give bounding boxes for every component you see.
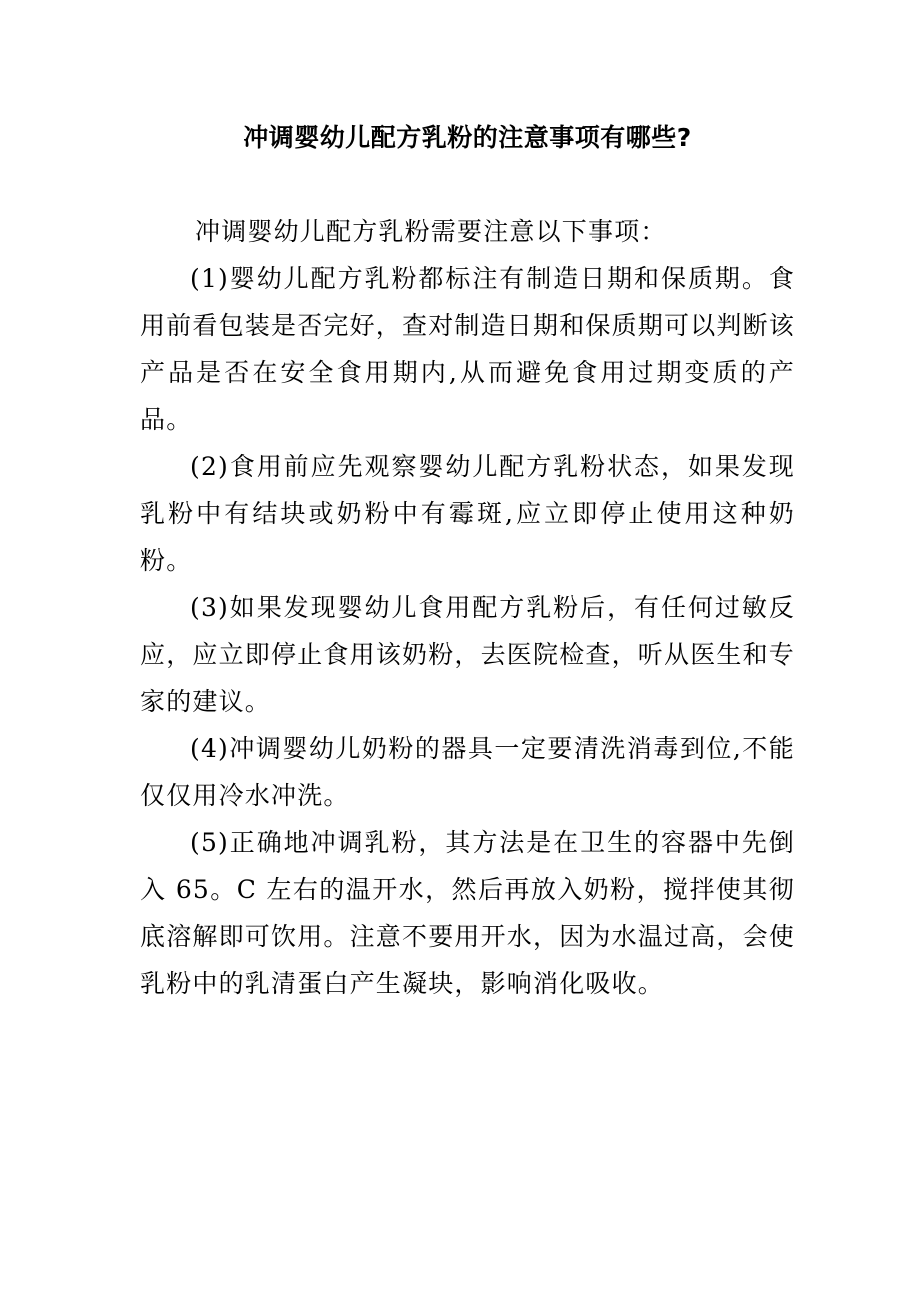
document-title: 冲调婴幼儿配方乳粉的注意事项有哪些? bbox=[243, 123, 692, 152]
document-body bbox=[140, 208, 795, 1007]
item-paragraph-1: (1)婴幼儿配方乳粉都标注有制造日期和保质期。食用前看包装是否完好，查对制造日期和保质期可以判断该产品是否在安全食用期内,从而避免食用过期变质的产品。 bbox=[140, 264, 796, 434]
item-paragraph-2: (2)食用前应先观察婴幼儿配方乳粉状态，如果发现乳粉中有结块或奶粉中有霉斑,应立即停止使用这种奶粉。 bbox=[140, 452, 795, 575]
item-paragraph-3: (3)如果发现婴幼儿食用配方乳粉后，有任何过敏反应，应立即停止食用该奶粉，去医院检查，听从医生和专家的建议。 bbox=[140, 593, 796, 716]
item-paragraph-4: (4)冲调婴幼儿奶粉的器具一定要清洗消毒到位,不能仅仅用冷水冲洗。 bbox=[140, 734, 795, 810]
intro-paragraph: 冲调婴幼儿配方乳粉需要注意以下事项： bbox=[195, 217, 667, 246]
item-paragraph-5: (5)正确地冲调乳粉，其方法是在卫生的容器中先倒入 65。C 左右的温开水，然后再放入奶粉，搅拌使其彻底溶解即可饮用。注意不要用开水，因为水温过高，会使乳粉中的乳清蛋白产生凝块，影响消化吸收。 bbox=[140, 828, 796, 998]
